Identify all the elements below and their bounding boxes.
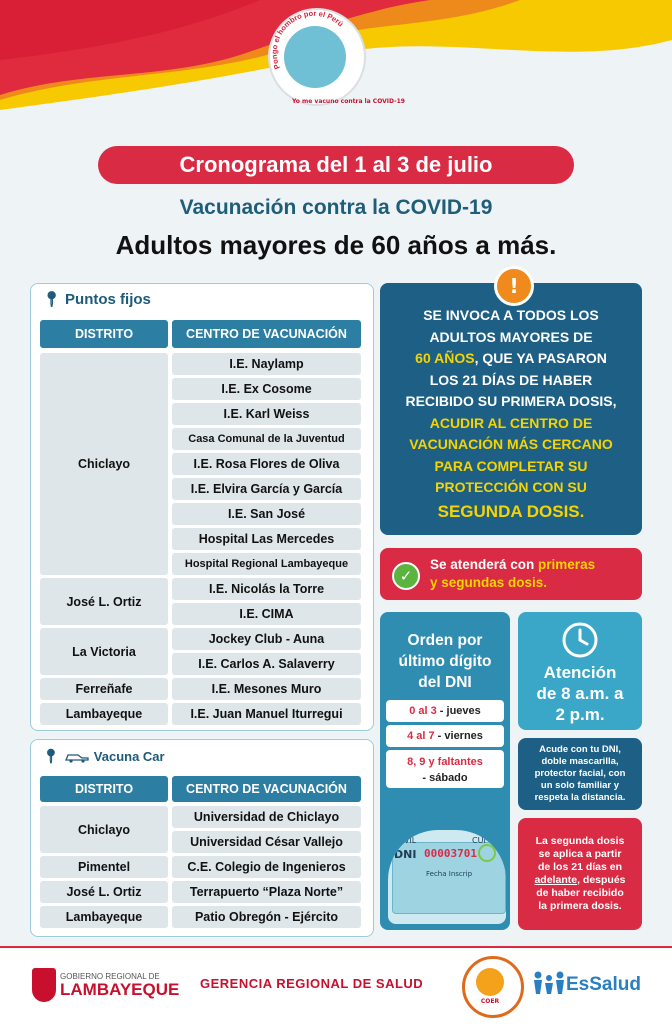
location-pin-icon: 📍︎ <box>42 291 62 308</box>
center-cell: I.E. Ex Cosome <box>172 378 361 400</box>
requirements-box: Acude con tu DNI, doble mascarilla, protector facial, con un solo familiar y respeta la distancia. <box>518 738 642 810</box>
center-cell: I.E. Nicolás la Torre <box>172 578 361 600</box>
district-cell: José L. Ortiz <box>40 578 168 625</box>
center-cell: Hospital Las Mercedes <box>172 528 361 550</box>
district-cell: La Victoria <box>40 628 168 675</box>
attend-doses-banner: Se atenderá con primeras y segundas dosis. <box>380 548 642 600</box>
district-cell: Lambayeque <box>40 906 168 928</box>
fixed-points-title: 📍︎ Puntos fijos <box>42 290 151 308</box>
dni-card-image: CIVIL CUI DNI 00003701 Fecha Inscrip <box>388 830 506 924</box>
center-header: CENTRO DE VACUNACIÓN <box>172 320 361 348</box>
logo-ring-text <box>268 8 362 102</box>
gob-regional-label: GOBIERNO REGIONAL DE <box>60 972 160 981</box>
district-header: DISTRITO <box>40 776 168 802</box>
center-cell: I.E. Karl Weiss <box>172 403 361 425</box>
center-cell: Terrapuerto “Plaza Norte” <box>172 881 361 903</box>
center-cell: I.E. San José <box>172 503 361 525</box>
car-icon <box>64 751 90 763</box>
center-cell: Casa Comunal de la Juventud <box>172 428 361 450</box>
district-cell: José L. Ortiz <box>40 881 168 903</box>
gerencia-label: GERENCIA REGIONAL DE SALUD <box>200 976 424 991</box>
center-cell: Jockey Club - Auna <box>172 628 361 650</box>
center-cell: I.E. Mesones Muro <box>172 678 361 700</box>
center-cell: I.E. Rosa Flores de Oliva <box>172 453 361 475</box>
check-icon: ✓ <box>392 562 420 590</box>
district-cell: Chiclayo <box>40 806 168 853</box>
dni-row: 0 al 3 - jueves <box>386 700 504 722</box>
center-cell: I.E. CIMA <box>172 603 361 625</box>
center-cell: I.E. Carlos A. Salaverry <box>172 653 361 675</box>
logo-tagline: Yo me vacuno contra la COVID-19 <box>292 98 405 105</box>
lambayeque-label: LAMBAYEQUE <box>60 980 180 999</box>
district-cell: Lambayeque <box>40 703 168 725</box>
dni-row: 8, 9 y faltantes - sábado <box>386 750 504 788</box>
alert-icon: ! <box>494 266 534 306</box>
coer-label: COER <box>480 998 500 1005</box>
vaccine-car-title: 📍︎ Vacuna Car <box>42 748 165 764</box>
center-header: CENTRO DE VACUNACIÓN <box>172 776 361 802</box>
regional-government-crest-icon <box>32 968 56 1002</box>
center-cell: Patio Obregón - Ejército <box>172 906 361 928</box>
campaign-subtitle: Vacunación contra la COVID-19 <box>179 196 493 219</box>
center-cell: C.E. Colegio de Ingenieros <box>172 856 361 878</box>
schedule-title: Cronograma del 1 al 3 de julio <box>98 146 574 184</box>
coer-seal-center <box>476 968 504 996</box>
center-cell: I.E. Juan Manuel Iturregui <box>172 703 361 725</box>
essalud-label: EsSalud <box>566 974 641 995</box>
district-cell: Chiclayo <box>40 353 168 575</box>
center-cell: Hospital Regional Lambayeque <box>172 553 361 575</box>
location-pin-icon: 📍︎ <box>42 748 60 764</box>
district-header: DISTRITO <box>40 320 168 348</box>
center-cell: I.E. Elvira García y García <box>172 478 361 500</box>
svg-text:Pongo el hombro por el Perú: Pongo el hombro por el Perú <box>269 8 346 71</box>
dni-order-title: Orden por último dígito del DNI <box>398 632 492 691</box>
essalud-family-icon <box>532 970 566 996</box>
dni-row: 4 al 7 - viernes <box>386 725 504 747</box>
second-dose-notice: SE INVOCA A TODOS LOS ADULTOS MAYORES DE 60 AÑOS, QUE YA PASARON LOS 21 DÍAS DE HABER RECIBIDO SU PRIMERA DOSIS, ACUDIR AL CENTRO DE VACUNACIÓN MÁS CERCANO PARA COMPLETAR SU PROTECCIÓN CON SU SEGUNDA DOSIS. <box>380 283 642 535</box>
district-cell: Ferreñafe <box>40 678 168 700</box>
center-cell: Universidad de Chiclayo <box>172 806 361 828</box>
center-cell: Universidad César Vallejo <box>172 831 361 853</box>
target-group-headline: Adultos mayores de 60 años a más. <box>115 230 557 260</box>
district-cell: Pimentel <box>40 856 168 878</box>
attention-hours-box: Atención de 8 a.m. a 2 p.m. <box>518 612 642 730</box>
clock-icon <box>560 620 600 660</box>
center-cell: I.E. Naylamp <box>172 353 361 375</box>
second-dose-info-box: La segunda dosis se aplica a partir de los 21 días en adelante, después de haber recibido la primera dosis. <box>518 818 642 930</box>
